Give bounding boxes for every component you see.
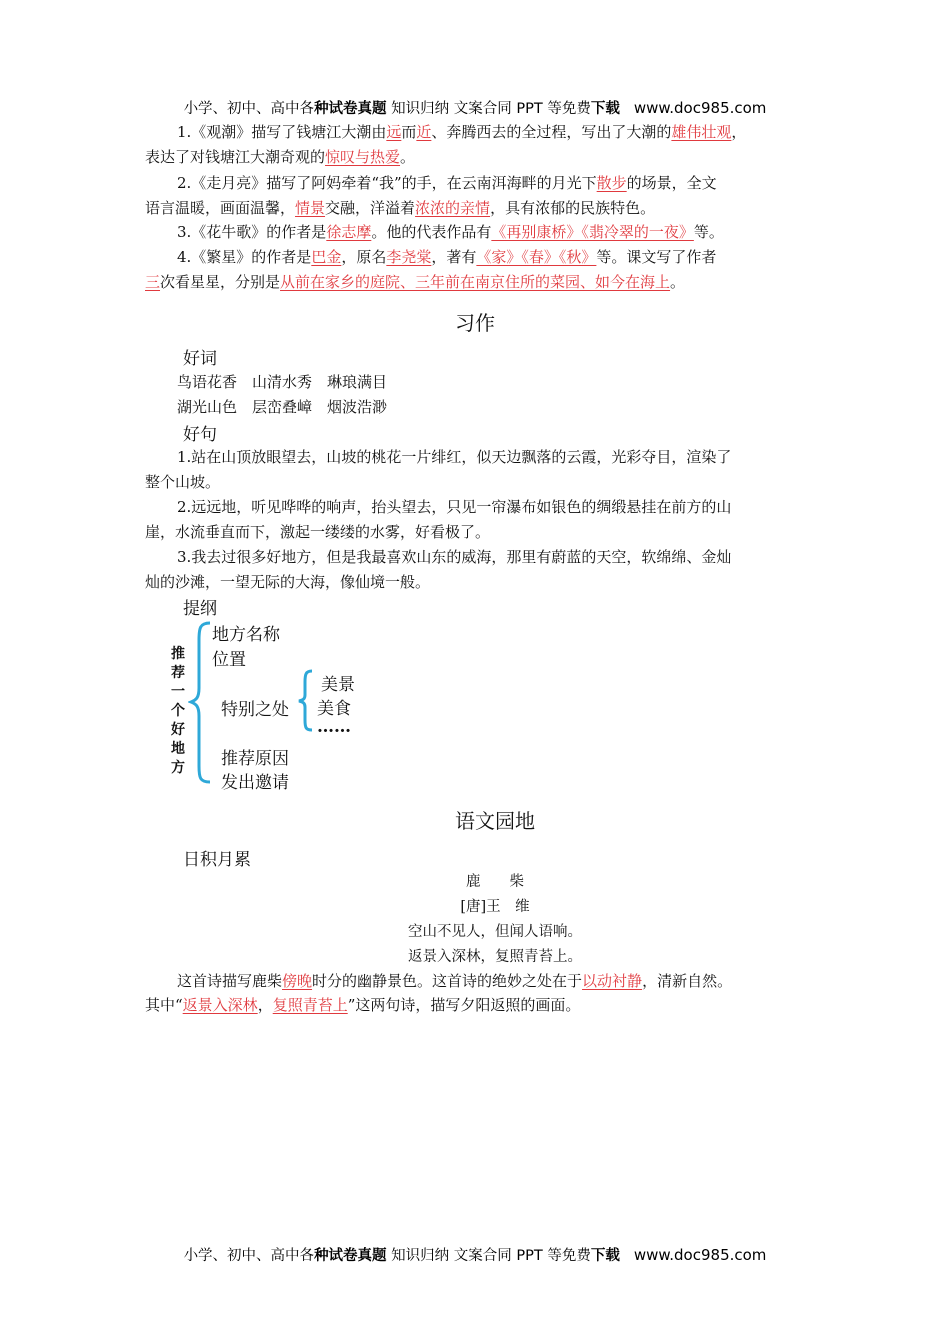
outline-sub-brace [296,668,318,733]
outline-node-reason: 推荐原因 [221,749,289,769]
answer-line-a: 返景入深林 [182,996,258,1014]
item-3: 3.《花牛歌》的作者是徐志摩。他的代表作品有《再别康桥》《翡冷翠的一夜》等。 [177,223,724,241]
outline-node-more: …… [317,717,351,737]
answer-sanbu: 散步 [596,174,627,192]
footer-text: 小学、初中、高中各 [183,1248,315,1264]
section-title-garden: 语文园地 [455,809,535,833]
answer-line-b: 复照青苔上 [272,996,348,1014]
item-4-line-1: 4.《繁星》的作者是巴金，原名李尧棠，著有《家》《春》《秋》等。课文写了作者 [177,248,717,266]
words-row-1: 鸟语花香 山清水秀 琳琅满目 [177,373,388,391]
answer-qinqing: 浓浓的亲情 [415,199,491,217]
answer-bajin: 巴金 [311,248,342,266]
item-4-line-2: 三次看星星，分别是从前在家乡的庭院、三年前在南京住所的菜园、如今在海上。 [145,273,686,291]
answer-xiongwei: 雄伟壮观 [671,123,732,141]
words-row-2: 湖光山色 层峦叠嶂 烟波浩渺 [177,398,388,416]
header-text: 小学、初中、高中各 [183,101,315,117]
header-text-mid: 知识归纳 文案合同 PPT 等免费 [386,101,591,117]
section-title-writing: 习作 [455,311,495,335]
outline-node-invite: 发出邀请 [221,773,289,793]
poem-line-1: 空山不见人，但闻人语响。 [408,924,582,940]
answer-bangwan: 傍晚 [282,972,313,990]
item-1-line-2: 表达了对钱塘江大潮奇观的惊叹与热爱。 [145,148,416,166]
item-1-line-1: 1.《观潮》描写了钱塘江大潮由远而近、奔腾西去的全过程，写出了大潮的雄伟壮观， [177,123,747,141]
footer-site-link[interactable]: www.doc985.com [633,1246,767,1264]
answer-qingjing: 情景 [295,199,326,217]
sentence-3-line-1: 3.我去过很多好地方，但是我最喜欢山东的威海，那里有蔚蓝的天空，软绵绵、金灿 [177,548,732,566]
answer-yuan: 远 [386,123,402,141]
outline-node-special: 特别之处 [221,700,289,720]
sentence-1-line-2: 整个山坡。 [145,473,221,491]
outline-label: 提纲 [183,599,217,619]
answer-xuzhimo: 徐志摩 [326,223,372,241]
poem-title: 鹿 柴 [466,874,524,890]
page-footer [0,1244,950,1265]
answer-san: 三 [145,273,161,291]
outline-node-location: 位置 [212,650,246,670]
footer-highlight: 种试卷真题 [314,1248,387,1264]
poem-analysis-line-2: 其中“返景入深林，复照青苔上”这两句诗，描写夕阳返照的画面。 [145,996,581,1014]
outline-node-food: 美食 [317,699,351,719]
poem-author: [唐]王 维 [460,899,530,915]
header-highlight-download: 下载 [590,101,620,117]
daily-accumulation-label: 日积月累 [183,850,251,870]
answer-trilogy: 《家》《春》《秋》 [476,248,597,266]
header-site-link[interactable]: www.doc985.com [633,99,767,117]
outline-root: 推 荐 一 个 好 地 方 [171,646,185,776]
answer-works: 《再别康桥》《翡冷翠的一夜》 [491,223,694,241]
page-header [0,97,950,118]
answer-yidongchenjing: 以动衬静 [582,972,643,990]
header-highlight: 种试卷真题 [314,101,387,117]
poem-line-2: 返景入深林，复照青苔上。 [408,949,582,965]
good-sentences-label: 好句 [183,425,217,445]
item-2-line-1: 2.《走月亮》描写了阿妈牵着“我”的手，在云南洱海畔的月光下散步的场景，全文 [177,174,717,192]
footer-highlight-download: 下载 [590,1248,620,1264]
outline-node-name: 地方名称 [212,625,280,645]
answer-jingtan: 惊叹与热爱 [325,148,401,166]
answer-places: 从前在家乡的庭院、三年前在南京住所的菜园、如今在海上 [280,273,671,291]
sentence-1-line-1: 1.站在山顶放眼望去，山坡的桃花一片绯红，似天边飘落的云霞，光彩夺目，渲染了 [177,448,732,466]
sentence-3-line-2: 灿的沙滩，一望无际的大海，像仙境一般。 [145,573,431,591]
poem-analysis-line-1: 这首诗描写鹿柴傍晚时分的幽静景色。这首诗的绝妙之处在于以动衬静，清新自然。 [177,972,733,990]
answer-jin: 近 [416,123,432,141]
sentence-2-line-2: 崖，水流垂直而下，激起一缕缕的水雾，好看极了。 [145,523,491,541]
sentence-2-line-1: 2.远远地，听见哗哗的响声，抬头望去，只见一帘瀑布如银色的绸缎悬挂在前方的山 [177,498,732,516]
item-2-line-2: 语言温暖，画面温馨，情景交融，洋溢着浓浓的亲情，具有浓郁的民族特色。 [145,199,656,217]
outline-node-scenery: 美景 [321,675,355,695]
answer-liyaotang: 李尧棠 [386,248,432,266]
good-words-label: 好词 [183,349,217,369]
footer-text-mid: 知识归纳 文案合同 PPT 等免费 [386,1248,591,1264]
